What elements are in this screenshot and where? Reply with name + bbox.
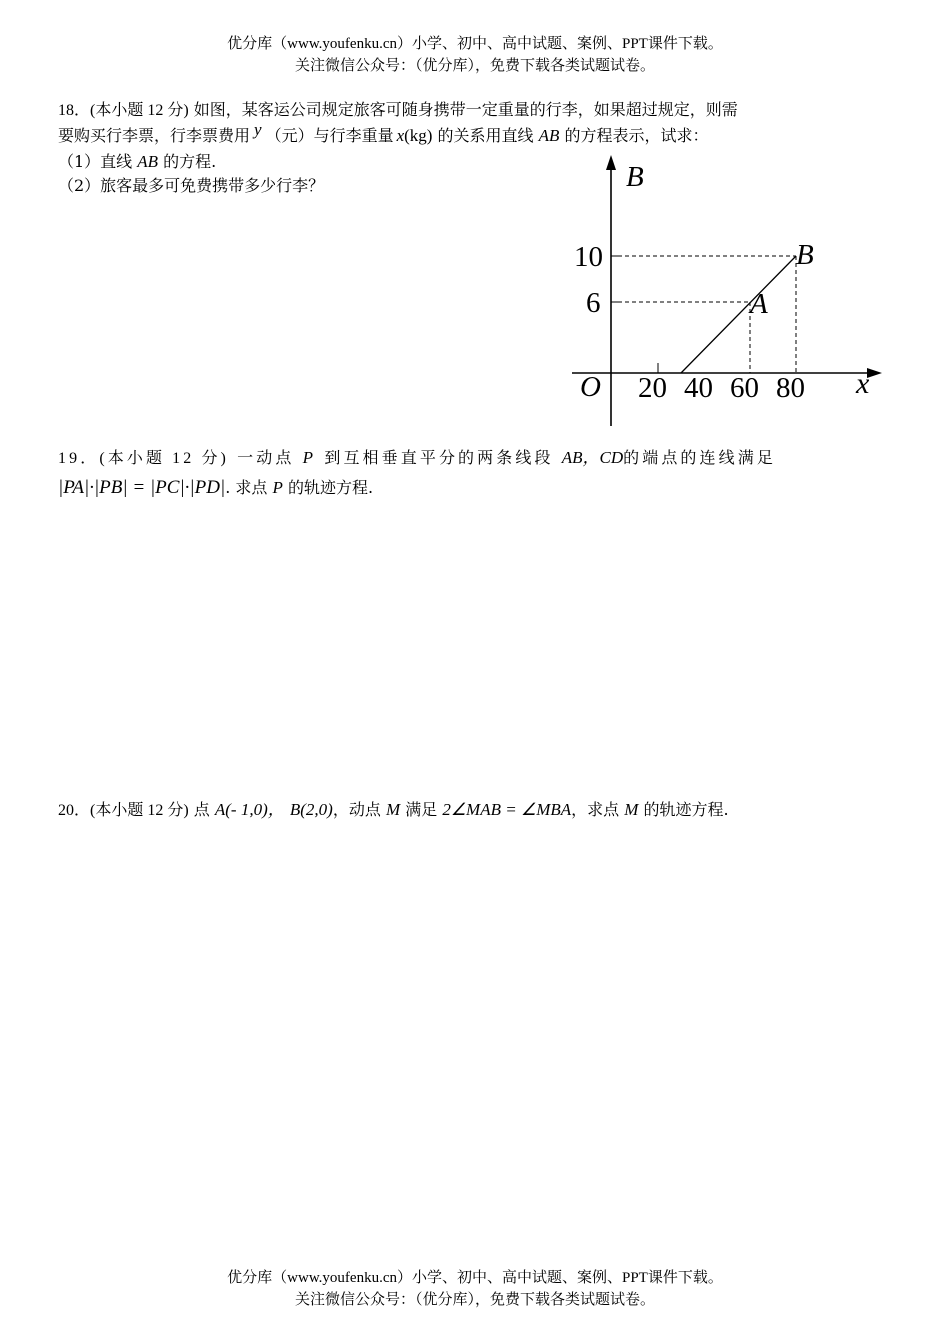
q19-segments: AB，CD	[561, 448, 624, 467]
q20-point-b: B(2,0)	[289, 800, 333, 819]
q20-point-a: A(- 1,0)，	[214, 800, 285, 819]
y-axis-label: B	[626, 161, 644, 193]
x-tick-40: 40	[684, 372, 713, 404]
q20-text-b: ，动点	[332, 800, 381, 819]
q18-var-x: x	[396, 126, 405, 145]
q19-text-d: . 求点	[225, 478, 268, 497]
origin-label: O	[580, 371, 601, 403]
q19-text-c: 的端点的连线满足	[623, 448, 776, 467]
q19-number: 19．	[58, 450, 100, 467]
q18-line2-part-c: 的关系用直线	[437, 126, 534, 145]
q18-score: (本小题 12 分)	[90, 102, 189, 119]
q19-text-e: 的轨迹方程.	[287, 478, 374, 497]
q20-score: (本小题 12 分)	[90, 802, 189, 819]
q18-sub1-b: 的方程.	[163, 152, 217, 171]
q18-sub-2: （2）旅客最多可免费携带多少行李？	[58, 176, 325, 195]
point-a-label: A	[750, 288, 768, 320]
y-tick-6: 6	[586, 287, 601, 319]
q20-line-1	[58, 800, 729, 821]
q19-p: P	[302, 448, 317, 467]
q18-sub1-a: （1）直线	[58, 152, 133, 171]
q18-sub-1	[58, 152, 216, 172]
q18-line-1	[58, 100, 738, 121]
x-axis-label: x	[856, 367, 870, 400]
q20-text-c: 满足	[405, 800, 438, 819]
q18-sub1-ab: AB	[137, 152, 159, 171]
q18-figure	[560, 152, 890, 432]
q18-intro: 如图，某客运公司规定旅客可随身携带一定重量的行李，如果超过规定，则需	[193, 100, 738, 119]
header-line-1: 优分库（www.youfenku.cn）小学、初中、高中试题、案例、PPT课件下载。	[227, 36, 723, 52]
q19-score: (本小题 12 分)	[99, 450, 229, 467]
q20-m: M	[385, 800, 401, 819]
footer-line-2: 关注微信公众号：（优分库），免费下载各类试题试卷。	[294, 1292, 655, 1308]
header-line-2: 关注微信公众号：（优分库），免费下载各类试题试卷。	[294, 58, 655, 74]
q18-line-2	[58, 120, 709, 146]
line-ab	[681, 256, 796, 373]
q19-text-b: 到互相垂直平分的两条线段	[324, 448, 554, 467]
q18-ab: AB	[538, 126, 560, 145]
q20-condition: 2∠MAB = ∠MBA	[442, 800, 572, 819]
y-axis-arrow	[606, 155, 616, 170]
x-tick-60: 60	[730, 372, 759, 404]
q18-line2-part-b: （元）与行李重量	[265, 126, 394, 145]
point-b-label: B	[796, 239, 814, 271]
q20-number: 20．	[58, 802, 91, 819]
q19-line-2	[58, 478, 373, 498]
q18-number: 18．	[58, 102, 91, 119]
q19-line-1	[58, 448, 776, 469]
q19-text-a: 一动点	[237, 448, 295, 467]
x-tick-80: 80	[776, 372, 805, 404]
q18-var-y: y	[254, 120, 262, 139]
q18-line2-part-d: 的方程表示，试求：	[564, 126, 709, 145]
q18-line2-part-a: 要购买行李票，行李票费用	[58, 126, 251, 145]
y-tick-10: 10	[574, 241, 603, 273]
q20-text-e: 的轨迹方程.	[643, 800, 729, 819]
footer-line-1: 优分库（www.youfenku.cn）小学、初中、高中试题、案例、PPT课件下载。	[227, 1270, 723, 1286]
x-tick-20: 20	[638, 372, 667, 404]
q20-m2: M	[624, 800, 639, 819]
q20-text-d: ，求点	[571, 800, 620, 819]
q20-text-a: 点	[193, 800, 210, 819]
q18-unit-kg: (kg)	[404, 126, 433, 145]
q19-p2: P	[272, 478, 283, 497]
q19-formula: |PA|·|PB| = |PC|·|PD|	[58, 477, 226, 498]
